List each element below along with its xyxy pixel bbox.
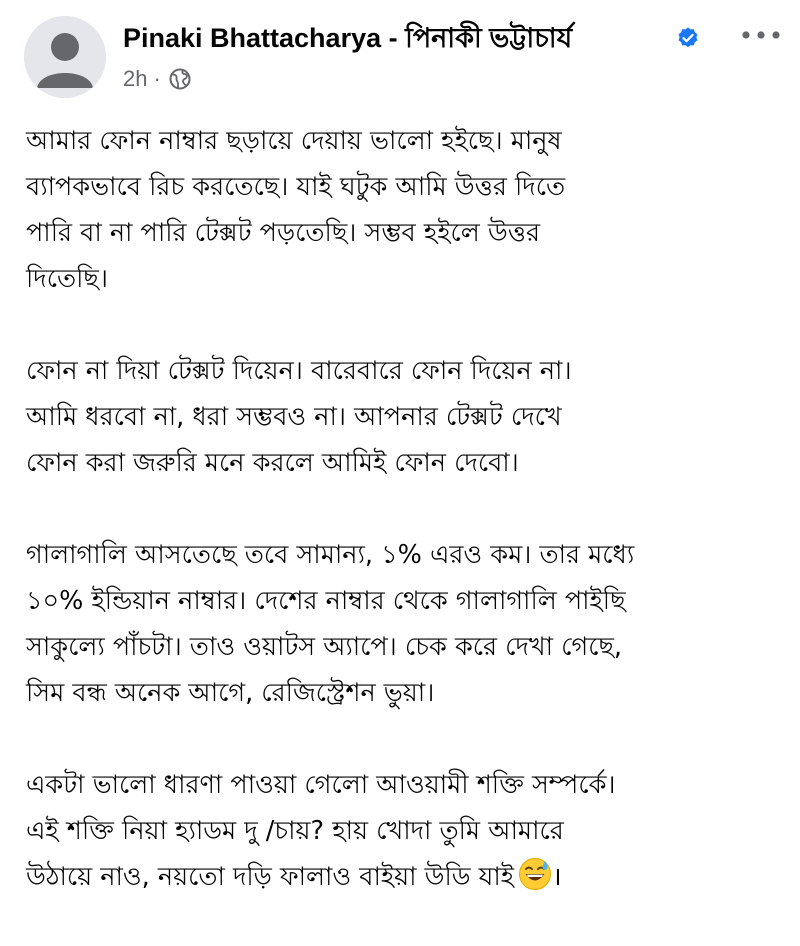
text-line: ফোন না দিয়া টেক্সট দিয়েন। বারেবারে ফোন দিয়েন না। bbox=[26, 356, 572, 386]
default-avatar-icon bbox=[24, 16, 106, 98]
text-line: একটা ভালো ধারণা পাওয়া গেলো আওয়ামী শক্তি সম্পর্কে। bbox=[26, 770, 616, 800]
grinning-sweat-emoji-icon bbox=[518, 857, 552, 891]
text-line: ব্যাপকভাবে রিচ করতেছে। যাই ঘটুক আমি উত্তর দিতে bbox=[26, 172, 566, 202]
post-header bbox=[0, 0, 800, 110]
text-line: গালাগালি আসতেছে তবে সামান্য, ১% এরও কম। তার মধ্যে bbox=[26, 540, 635, 570]
post-text bbox=[26, 118, 786, 946]
text-line-end: । bbox=[552, 862, 562, 892]
author-avatar[interactable] bbox=[24, 16, 106, 98]
globe-icon[interactable] bbox=[169, 68, 191, 90]
text-line: পারি বা না পারি টেক্সট পড়তেছি। সম্ভব হইলে উত্তর bbox=[26, 218, 540, 248]
text-line: আমি ধরবো না, ধরা সম্ভবও না। আপনার টেক্সট দেখে bbox=[26, 402, 562, 432]
post-timestamp[interactable]: 2h bbox=[123, 66, 148, 91]
meta-separator: · bbox=[153, 66, 161, 91]
post-paragraph-1 bbox=[26, 118, 786, 302]
post-paragraph-2 bbox=[26, 348, 786, 486]
text-line: আমার ফোন নাম্বার ছড়ায়ে দেয়ায় ভালো হইছে। মানুষ bbox=[26, 126, 562, 156]
post-paragraph-3 bbox=[26, 532, 786, 716]
text-line: ফোন করা জরুরি মনে করলে আমিই ফোন দেবো। bbox=[26, 448, 519, 478]
post-paragraph-4 bbox=[26, 762, 786, 900]
text-line-with-emoji bbox=[26, 854, 786, 900]
text-line: দিতেছি। bbox=[26, 264, 108, 294]
more-options-icon[interactable] bbox=[738, 22, 784, 48]
text-line: এই শক্তি নিয়া হ্যাডম দু /চায়? হায় খোদা তুমি আমারে bbox=[26, 816, 564, 846]
text-line: উঠায়ে নাও, নয়তো দড়ি ফালাও বাইয়া উডি যাই bbox=[26, 862, 515, 892]
verified-badge-icon bbox=[676, 26, 700, 50]
author-name[interactable]: Pinaki Bhattacharya - পিনাকী ভট্টাচার্য bbox=[123, 23, 573, 53]
text-line: সিম বন্ধ অনেক আগে, রেজিস্ট্রেশন ভুয়া। bbox=[26, 678, 435, 708]
text-line: সাকুল্যে পাঁচটা। তাও ওয়াটস অ্যাপে। চেক করে দেখা গেছে, bbox=[26, 632, 623, 662]
post-meta bbox=[123, 64, 191, 94]
text-line: ১০% ইন্ডিয়ান নাম্বার। দেশের নাম্বার থেকে গালাগালি পাইছি bbox=[26, 586, 626, 616]
